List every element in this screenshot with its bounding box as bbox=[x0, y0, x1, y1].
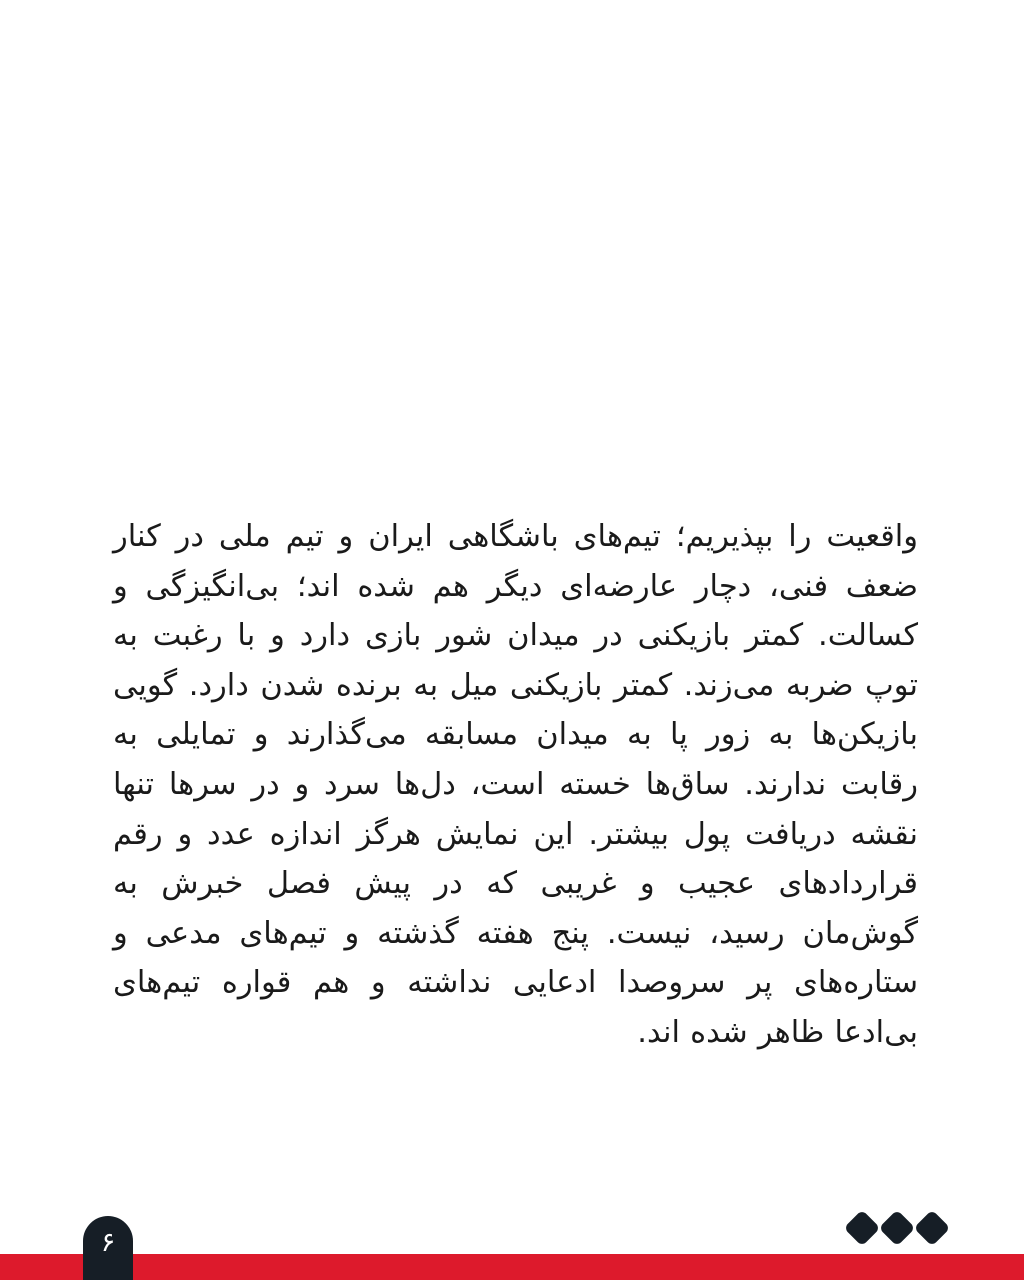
diamond-ornament-icon bbox=[914, 1210, 951, 1247]
footer-ornament-group bbox=[849, 1212, 945, 1248]
article-paragraph-block bbox=[113, 512, 918, 1058]
diamond-ornament-icon bbox=[844, 1210, 881, 1247]
diamond-ornament-icon bbox=[879, 1210, 916, 1247]
footer-red-bar bbox=[0, 1254, 1024, 1280]
article-body-container bbox=[113, 512, 918, 1082]
article-paragraph: واقعیت را بپذیریم؛ تیم‌های باشگاهی ایران و تیم ملی در کنار ضعف فنی، دچار عارضه‌ای دیگر هم شده اند؛ بی‌انگیزگی و کسالت. کمتر بازیکنی در میدان شور بازی دارد و با رغبت به توپ ضربه می‌زند. کمتر بازیکنی میل به برنده شدن دارد. گویی بازیکن‌ها به زور پا به میدان مسابقه می‌گذارند و تمایلی به رقابت ندارند. ساق‌ها خسته است، دل‌ها سرد و در سرها تنها نقشه دریافت پول بیشتر. این نمایش هرگز اندازه عدد و رقم قراردادهای عجیب و غریبی که در پیش فصل خبرش به گوش‌مان رسید، نیست. پنج هفته گذشته و تیم‌های مدعی و ستاره‌های پر سروصدا ادعایی نداشته و هم قواره تیم‌های بی‌ادعا ظاهر شده اند. bbox=[113, 519, 918, 1050]
page-number-badge bbox=[83, 1216, 133, 1280]
page-number-label: ۶ bbox=[100, 1227, 116, 1258]
